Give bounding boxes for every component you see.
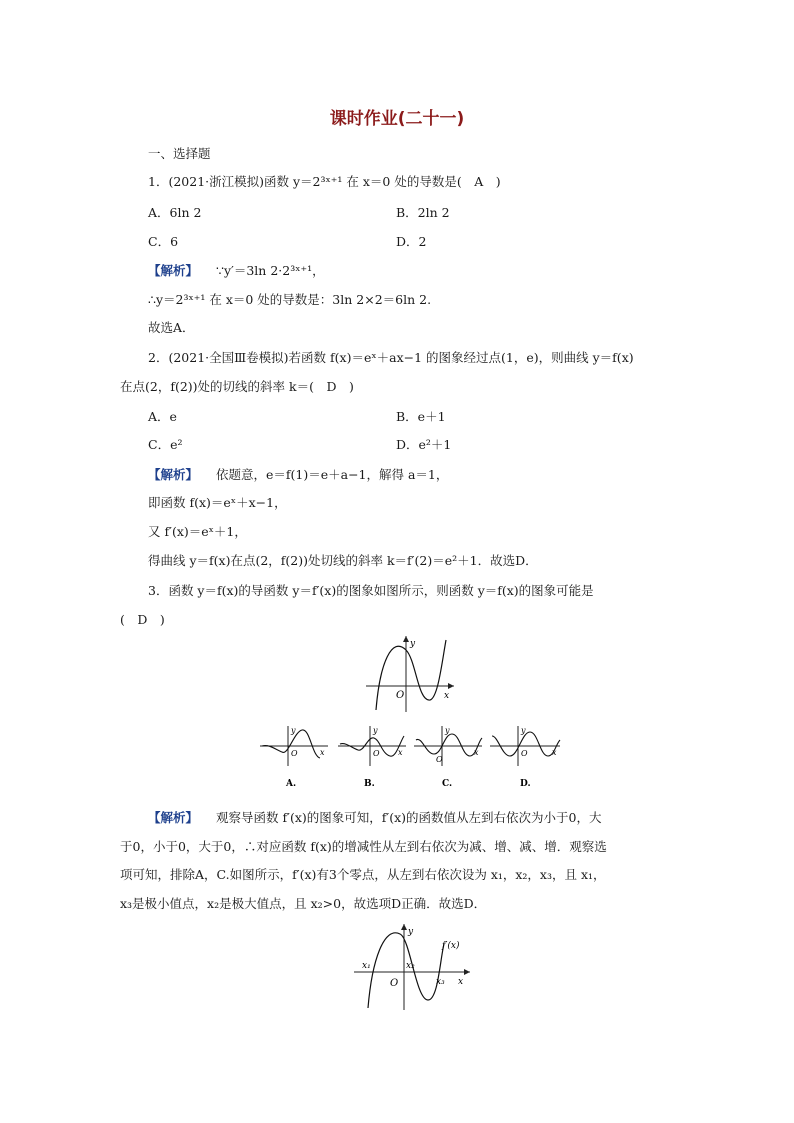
q3-sol-text-1: 观察导函数 f′(x)的图象可知，f′(x)的函数值从左到右依次为小于0，大	[216, 810, 602, 825]
curve-label: f′(x)	[442, 941, 460, 951]
x-axis-arrow-icon	[464, 969, 470, 975]
option-label-a: A.	[286, 779, 297, 789]
x-axis-label: x	[444, 691, 450, 701]
q1-solution-line-1	[148, 263, 325, 279]
y-axis-arrow-icon	[401, 924, 407, 930]
y-axis-label: y	[408, 927, 414, 937]
q3-solution-line-2: 于0，小于0，大于0，∴对应函数 f(x)的增减性从左到右依次为减、增、减、增．观察选	[120, 839, 607, 854]
q1-stem: 1．(2021·浙江模拟)函数 y＝2³ˣ⁺¹ 在 x＝0 处的导数是( A )	[148, 174, 501, 189]
x-axis-arrow-icon	[448, 683, 454, 689]
y-axis-label: y	[521, 726, 526, 735]
option-label-c: C.	[442, 779, 453, 789]
y-axis-label: y	[445, 726, 450, 735]
q3-solution-line-4: x₃是极小值点，x₂是极大值点，且 x₂>0，故选项D正确．故选D．	[120, 896, 487, 911]
q2-option-c: C．e²	[148, 437, 183, 452]
solution-tag: 【解析】	[148, 467, 199, 482]
q2-stem-1: 2．(2021·全国Ⅲ卷模拟)若函数 f(x)＝eˣ＋ax−1 的图象经过点(1，e)，则曲线 y＝f(x)	[148, 350, 634, 365]
section-heading: 一、选择题	[148, 146, 211, 161]
q2-stem-2: 在点(2，f(2))处的切线的斜率 k＝( D )	[120, 379, 354, 394]
q2-solution-line-1	[148, 467, 448, 483]
q1-solution-line-3: 故选A．	[148, 320, 195, 335]
q1-option-d: D．2	[396, 234, 427, 249]
origin-label: O	[521, 749, 528, 758]
y-axis-label: y	[373, 726, 378, 735]
option-graph-b	[336, 722, 408, 792]
q2-solution-line-3: 又 f′(x)＝eˣ＋1，	[148, 524, 247, 539]
q1-solution-line-2: ∴y＝2³ˣ⁺¹ 在 x＝0 处的导数是：3ln 2×2＝6ln 2.	[148, 292, 432, 307]
zero-label-x2: x₂	[406, 961, 415, 971]
derivative-curve	[376, 640, 446, 710]
option-graph-c	[412, 722, 484, 792]
q1-option-a: A．6ln 2	[148, 205, 202, 220]
origin-label: O	[396, 690, 405, 701]
page-title: 课时作业(二十一)	[329, 109, 465, 129]
option-curve	[416, 734, 482, 756]
option-graph-a	[258, 722, 330, 792]
zero-label-x3: x₃	[436, 977, 445, 987]
q3-solution-line-1	[148, 810, 601, 826]
q2-solution-line-4: 得曲线 y＝f(x)在点(2，f(2))处切线的斜率 k＝f′(2)＝e²＋1．故选D．	[148, 553, 538, 568]
q2-option-b: B．e＋1	[396, 409, 446, 424]
q3-stem-1: 3．函数 y＝f(x)的导函数 y＝f′(x)的图象如图所示，则函数 y＝f(x)的图象可能是	[148, 583, 594, 598]
q3-stem-2: ( D )	[120, 612, 165, 627]
solution-tag: 【解析】	[148, 263, 199, 278]
origin-label: O	[436, 755, 443, 764]
origin-label: O	[390, 978, 399, 989]
solution-tag: 【解析】	[148, 810, 199, 825]
origin-label: O	[373, 749, 380, 758]
y-axis-arrow-icon	[403, 636, 409, 642]
x-axis-label: x	[458, 977, 464, 987]
y-axis-label: y	[291, 726, 296, 735]
x-axis-label: x	[398, 748, 403, 757]
option-label-b: B.	[364, 779, 375, 789]
y-axis-label: y	[410, 639, 416, 649]
q1-sol-text-1: ∵y′＝3ln 2·2³ˣ⁺¹，	[216, 263, 325, 278]
option-graph-d	[488, 722, 562, 792]
q3-solution-line-3: 项可知，排除A，C.如图所示，f′(x)有3个零点，从左到右依次设为 x₁，x₂，x₃，且 x₁，	[120, 867, 606, 882]
origin-label: O	[291, 749, 298, 758]
x-axis-label: x	[552, 748, 557, 757]
derivative-graph	[362, 632, 458, 714]
q1-option-b: B．2ln 2	[396, 205, 450, 220]
option-label-d: D.	[520, 779, 531, 789]
q2-option-a: A．e	[148, 409, 177, 424]
q2-option-d: D．e²＋1	[396, 437, 452, 452]
x-axis-label: x	[320, 748, 325, 757]
x-axis-label: x	[474, 748, 479, 757]
q2-solution-line-2: 即函数 f(x)＝eˣ＋x−1，	[148, 495, 287, 510]
derivative-zeros-graph	[350, 920, 476, 1012]
q1-option-c: C．6	[148, 234, 179, 249]
zero-label-x1: x₁	[362, 961, 371, 971]
q2-sol-text-1: 依题意，e＝f(1)＝e＋a−1，解得 a＝1，	[216, 467, 449, 482]
